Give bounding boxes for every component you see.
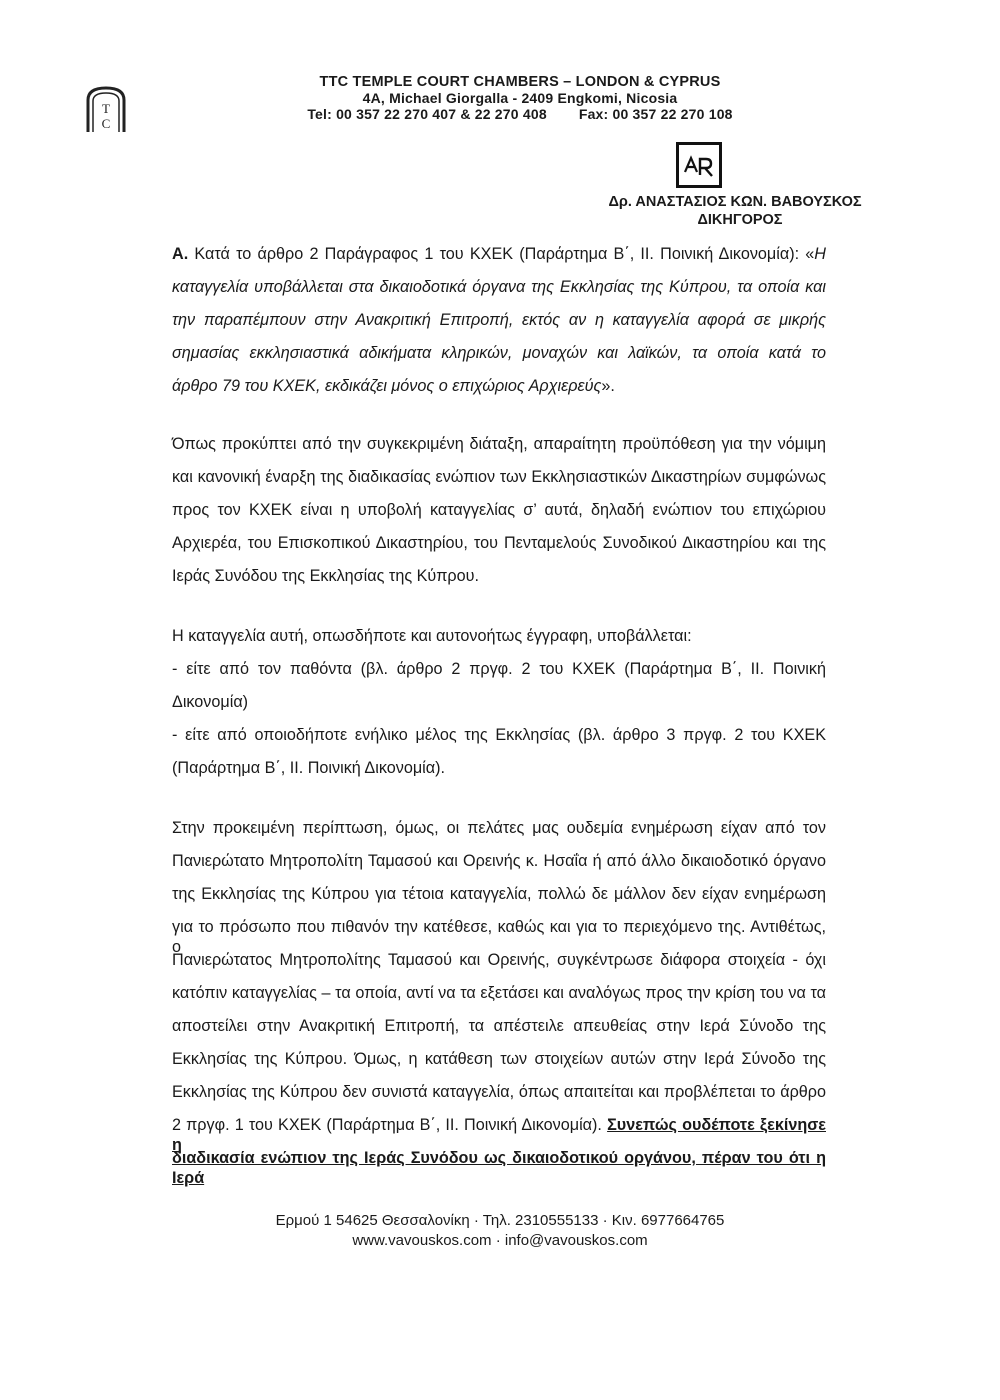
paragraph-4-line: Στην προκειμένη περίπτωση, όμως, οι πελάτες μας ουδεμία ενημέρωση είχαν από τον [172,819,826,837]
emphasis-conclusion: Συνεπώς ουδέποτε ξεκίνησε η [172,1116,826,1154]
lawyer-title: ΔΙΚΗΓΟΡΟΣ [697,212,783,228]
footer-address: Ερμού 1 54625 Θεσσαλονίκη · Τηλ. 2310555133 · Κιν. 6977664765 [275,1212,725,1229]
section-a-quote-last-line: άρθρο 79 του ΚΧΕΚ, εκδικάζει μόνος ο επιχώριος Αρχιερεύς». [172,377,615,395]
letterhead-fax: Fax: 00 357 22 270 108 [578,106,733,122]
paragraph-3-line: - είτε από τον παθόντα (βλ. άρθρο 2 πργφ. 2 του ΚΧΕΚ (Παράρτημα Β΄, ΙΙ. Ποινική [172,660,826,678]
paragraph-3-line: - είτε από οποιοδήποτε ενήλικο μέλος της Εκκλησίας (βλ. άρθρο 3 πργφ. 2 του ΚΧΕΚ [172,726,826,744]
paragraph-4-line: κατόπιν καταγγελίας – τα οποία, αντί να τα εξετάσει και αναλόγως προς την κρίση του να τα [172,984,826,1002]
svg-text:T: T [102,101,110,116]
paragraph-4-line: Εκκλησίας της Κύπρου δεν συνιστά καταγγελία, όπως απαιτείται και προβλέπεται το άρθρο [172,1083,826,1101]
letterhead-firm-name: TTC TEMPLE COURT CHAMBERS – LONDON & CYPRUS [319,74,721,90]
paragraph-4-line: Πανιερώτατο Μητροπολίτη Ταμασού και Ορεινής κ. Ησαΐα ή από άλλο δικαιοδοτικό όργανο [172,852,826,870]
paragraph-4-line: για το πρόσωπο που πιθανόν την κατέθεσε, καθώς και για το περιεχόμενο της. Αντιθέτως, ο [172,918,826,956]
section-a-line-1: Α. Κατά το άρθρο 2 Παράγραφος 1 του ΚΧΕΚ (Παράρτημα Β΄, ΙΙ. Ποινική Δικονομία): «Η [172,245,826,263]
paragraph-2-line: προς τον ΚΧΕΚ είναι η υποβολή καταγγελίας σ’ αυτά, δηλαδή ενώπιον του επιχώριου [172,501,826,519]
letterhead-tel: Tel: 00 357 22 270 407 & 22 270 408 [307,106,547,122]
paragraph-4-line: Πανιερώτατος Μητροπολίτης Ταμασού και Ορεινής, συγκέντρωσε διάφορα στοιχεία - όχι [172,951,826,969]
paragraph-3-line: Δικονομία) [172,693,249,711]
ar-monogram-icon [676,142,722,188]
paragraph-2-line: Όπως προκύπτει από την συγκεκριμένη διάταξη, απαραίτητη προϋπόθεση για την νόμιμη [172,435,826,453]
paragraph-2-line: Ιεράς Συνόδου της Εκκλησίας της Κύπρου. [172,567,479,585]
emphasis-conclusion-continued: διαδικασία ενώπιον της Ιεράς Συνόδου ως δικαιοδοτικού οργάνου, πέραν του ότι η Ιερά [172,1149,826,1187]
paragraph-4-line: της Εκκλησίας της Κύπρου για τέτοια καταγγελία, πολλώ δε μάλλον δεν είχαν ενημέρωση [172,885,826,903]
svg-text:C: C [101,116,111,131]
ttc-logo-icon [84,86,128,134]
lawyer-name: Δρ. ΑΝΑΣΤΑΣΙΟΣ ΚΩΝ. ΒΑΒΟΥΣΚΟΣ [608,194,862,210]
paragraph-2-line: Αρχιερέα, του Επισκοπικού Δικαστηρίου, του Πενταμελούς Συνοδικού Δικαστηρίου και της [172,534,826,552]
section-a-quote-line: καταγγελία υποβάλλεται στα δικαιοδοτικά όργανα της Εκκλησίας της Κύπρου, τα οποία και [172,278,826,296]
paragraph-4-line-mixed: 2 πργφ. 1 του ΚΧΕΚ (Παράρτημα Β΄, ΙΙ. Ποινική Δικονομία). Συνεπώς ουδέποτε ξεκίνησε η [172,1116,826,1154]
letterhead-address: 4A, Michael Giorgalla - 2409 Engkomi, Nicosia [362,90,678,106]
letterhead-contacts [220,106,820,122]
paragraph-2-line: και κανονική έναρξη της διαδικασίας ενώπιον των Εκκλησιαστικών Δικαστηρίων συμφώνως [172,468,826,486]
paragraph-3-line: (Παράρτημα Β΄, ΙΙ. Ποινική Δικονομία). [172,759,445,777]
paragraph-4-line: Εκκλησίας της Κύπρου. Όμως, η κατάθεση των στοιχείων αυτών στην Ιερά Σύνοδο της [172,1050,826,1068]
footer-web-email: www.vavouskos.com · info@vavouskos.com [352,1232,648,1249]
paragraph-3-line: Η καταγγελία αυτή, οπωσδήποτε και αυτονοήτως έγγραφη, υποβάλλεται: [172,627,692,645]
paragraph-4-line: αποστείλει στην Ανακριτική Επιτροπή, τα απέστειλε απευθείας στην Ιερά Σύνοδο της [172,1017,826,1035]
section-a-quote-line: σημασίας εκκλησιαστικά αδικήματα κληρικών, μοναχών και λαϊκών, τα οποία κατά το [172,344,826,362]
section-a-quote-line: την παραπέμπουν στην Ανακριτική Επιτροπή, εκτός αν η καταγγελία αφορά σε μικρής [172,311,826,329]
